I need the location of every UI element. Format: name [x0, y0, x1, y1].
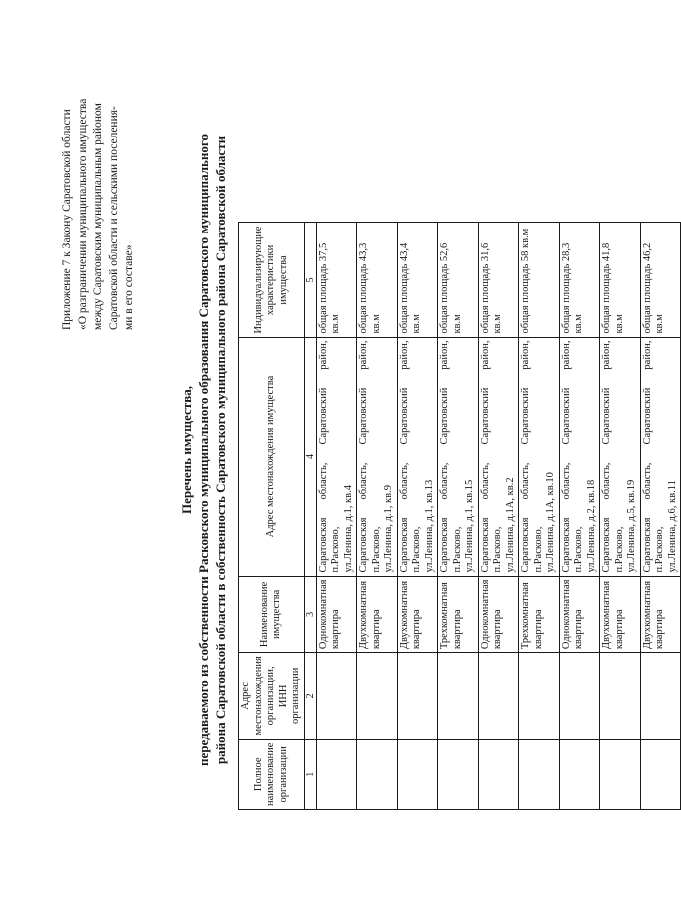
- property-address-line2: ул.Ленина, д.1, кв.9: [383, 485, 394, 573]
- header-org-address: Адрес местонахождения организации, ИНН организации: [239, 653, 305, 739]
- annex-line: Приложение 7 к Закону Саратовской области: [61, 109, 73, 330]
- annex-line: между Саратовским муниципальным районом: [92, 103, 104, 330]
- table-row: [397, 223, 438, 810]
- column-number: 2: [304, 653, 316, 739]
- property-address-line2: ул.Ленина, д.2, кв.18: [585, 479, 597, 573]
- column-number: 1: [304, 739, 316, 809]
- property-name-cell: Двухкомнатная квартира: [397, 576, 438, 653]
- property-table: [238, 222, 681, 810]
- org-address-cell: [519, 653, 560, 739]
- title-line: района Саратовской области в собственность Саратовского муниципального района Саратовской области: [213, 135, 228, 765]
- header-property-characteristics: Индивидуализирующие характеристики имущества: [239, 223, 305, 337]
- org-name-cell: [478, 739, 519, 809]
- org-name-cell: [600, 739, 641, 809]
- property-address-cell: [600, 337, 641, 576]
- property-address-line1: Саратовская область, Саратовский район, п.Расково,: [520, 340, 544, 573]
- table-row: [559, 223, 600, 810]
- column-number: 5: [304, 223, 316, 337]
- org-address-cell: [478, 653, 519, 739]
- title-line: передаваемого из собственности Расковского муниципального образования Саратовского муниципального: [196, 134, 211, 767]
- table-row: [600, 223, 641, 810]
- header-property-address: Адрес местонахождения имущества: [239, 337, 305, 576]
- table-row: [519, 223, 560, 810]
- property-address-line2: ул.Ленина, д.5, кв.19: [626, 479, 637, 573]
- org-name-cell: [357, 739, 398, 809]
- property-address-line1: Саратовская область, Саратовский район, п.Расково,: [641, 340, 665, 573]
- property-characteristics-cell: общая площадь 58 кв.м: [519, 223, 560, 337]
- property-characteristics-cell: общая площадь 52,6 кв.м: [438, 223, 479, 337]
- table-body: [316, 223, 681, 810]
- org-address-cell: [640, 653, 681, 739]
- property-address-line1: Саратовская область, Саратовский район, п.Расково,: [479, 340, 503, 573]
- property-address-line1: Саратовская область, Саратовский район, п.Расково,: [439, 340, 463, 573]
- property-address-line2: ул.Ленина, д.1А, кв.10: [545, 472, 556, 573]
- title-line: Перечень имущества,: [179, 386, 194, 514]
- property-address-line2: ул.Ленина, д.1, кв.4: [342, 485, 354, 573]
- property-characteristics-cell: общая площадь 28,3 кв.м: [559, 223, 600, 337]
- org-address-cell: [438, 653, 479, 739]
- column-number-row: [304, 223, 316, 810]
- annex-line: ми в его составе»: [123, 244, 135, 330]
- property-name-cell: Двухкомнатная квартира: [600, 576, 641, 653]
- property-characteristics-cell: общая площадь 43,3 кв.м: [357, 223, 398, 337]
- org-name-cell: [316, 739, 357, 809]
- table-row: [438, 223, 479, 810]
- property-address-line2: ул.Ленина, д.6, кв.11: [666, 480, 678, 573]
- column-number: 4: [304, 337, 316, 576]
- property-address-cell: [397, 337, 438, 576]
- annex-line: «О разграничении муниципального имущества: [76, 98, 89, 330]
- property-name-cell: Однокомнатная квартира: [559, 576, 600, 653]
- property-address-line1: Саратовская область, Саратовский район, п.Расково,: [398, 340, 422, 573]
- org-address-cell: [397, 653, 438, 739]
- property-address-line2: ул.Ленина, д.1, кв.15: [464, 479, 475, 573]
- property-address-cell: [316, 337, 357, 576]
- table-row: [478, 223, 519, 810]
- property-characteristics-cell: общая площадь 31,6 кв.м: [478, 223, 519, 337]
- property-name-cell: Двухкомнатная квартира: [640, 576, 681, 653]
- table-row: [357, 223, 398, 810]
- org-name-cell: [438, 739, 479, 809]
- property-name-cell: Трехкомнатная квартира: [438, 576, 479, 653]
- org-address-cell: [357, 653, 398, 739]
- org-name-cell: [397, 739, 438, 809]
- org-name-cell: [559, 739, 600, 809]
- property-name-cell: Трехкомнатная квартира: [519, 576, 560, 653]
- property-characteristics-cell: общая площадь 43,4 кв.м: [397, 223, 438, 337]
- org-name-cell: [519, 739, 560, 809]
- document-title: [178, 105, 229, 795]
- table-header-row: [239, 223, 305, 810]
- property-characteristics-cell: общая площадь 37,5 кв.м: [316, 223, 357, 337]
- property-address-line1: Саратовская область, Саратовский район, п.Расково,: [601, 340, 625, 573]
- property-address-line1: Саратовская область, Саратовский район, п.Расково,: [317, 340, 341, 573]
- table-row: [640, 223, 681, 810]
- property-address-cell: [559, 337, 600, 576]
- org-name-cell: [640, 739, 681, 809]
- property-address-line2: ул.Ленина, д.1, кв.13: [423, 479, 435, 573]
- property-address-line1: Саратовская область, Саратовский район, п.Расково,: [358, 340, 382, 573]
- annex-line: Саратовской области и сельскими поселения-: [107, 106, 120, 330]
- annex-header: [60, 95, 138, 330]
- property-address-cell: [519, 337, 560, 576]
- property-address-cell: [478, 337, 519, 576]
- header-org-name: Полное наименование организации: [239, 739, 305, 809]
- org-address-cell: [316, 653, 357, 739]
- org-address-cell: [600, 653, 641, 739]
- table-row: [316, 223, 357, 810]
- column-number: 3: [304, 576, 316, 653]
- property-characteristics-cell: общая площадь 41,8 кв.м: [600, 223, 641, 337]
- property-name-cell: Однокомнатная квартира: [478, 576, 519, 653]
- property-characteristics-cell: общая площадь 46,2 кв.м: [640, 223, 681, 337]
- property-address-cell: [640, 337, 681, 576]
- property-address-cell: [357, 337, 398, 576]
- header-property-name: Наименование имущества: [239, 576, 305, 653]
- property-address-line1: Саратовская область, Саратовский район, п.Расково,: [560, 340, 584, 573]
- org-address-cell: [559, 653, 600, 739]
- property-address-cell: [438, 337, 479, 576]
- property-name-cell: Двухкомнатная квартира: [357, 576, 398, 653]
- property-address-line2: ул.Ленина, д.1А, кв.2: [504, 477, 516, 573]
- property-name-cell: Однокомнатная квартира: [316, 576, 357, 653]
